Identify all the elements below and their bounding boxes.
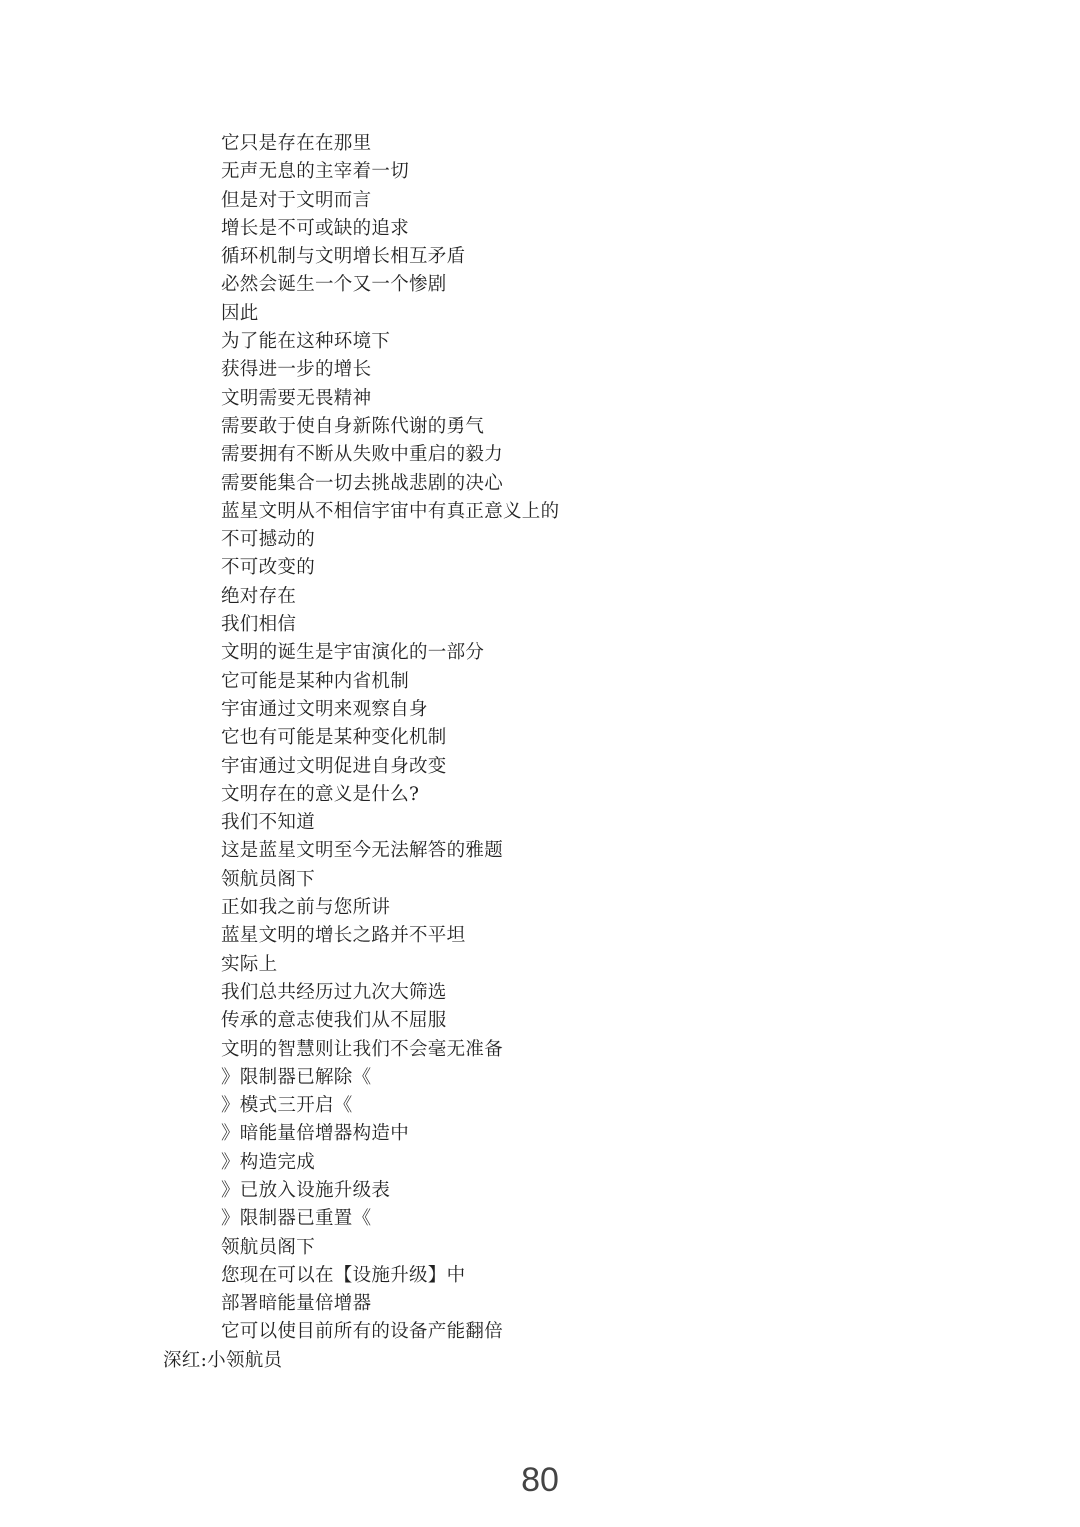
text-line: 蓝星文明的增长之路并不平坦	[221, 925, 466, 947]
text-line: 需要敢于使自身新陈代谢的勇气	[221, 415, 485, 437]
text-line: 宇宙通过文明来观察自身	[221, 698, 428, 720]
text-line: 但是对于文明而言	[221, 189, 372, 211]
text-line: 传承的意志使我们从不屈服	[221, 1010, 447, 1032]
text-line: 循环机制与文明增长相互矛盾	[221, 246, 466, 268]
text-line: 不可撼动的	[221, 529, 316, 551]
text-line: 增长是不可或缺的追求	[221, 217, 410, 239]
text-line: 文明的智慧则让我们不会毫无准备	[221, 1038, 504, 1060]
speaker-name: 深红:	[163, 1350, 208, 1371]
text-line: 领航员阁下	[221, 1236, 316, 1258]
text-line: 不可改变的	[221, 557, 316, 579]
text-line: 》限制器已重置《	[221, 1208, 372, 1230]
text-line: 》模式三开启《	[221, 1095, 353, 1117]
text-line: 无声无息的主宰着一切	[221, 161, 410, 183]
text-line: 获得进一步的增长	[221, 359, 372, 381]
text-line: 领航员阁下	[221, 868, 316, 890]
text-line: 因此	[221, 302, 259, 324]
text-line: 必然会诞生一个又一个惨剧	[221, 274, 447, 296]
page-number: 80	[521, 1461, 559, 1499]
text-line: 这是蓝星文明至今无法解答的雅题	[221, 840, 504, 862]
text-line: 它可能是某种内省机制	[221, 670, 410, 692]
text-line: 需要能集合一切去挑战悲剧的决心	[221, 472, 504, 494]
speaker-text: 小领航员	[207, 1350, 283, 1371]
speaker-line	[163, 1347, 282, 1375]
text-line: 我们相信	[221, 614, 297, 636]
text-line: 需要拥有不断从失败中重启的毅力	[221, 444, 504, 466]
text-line: 它可以使目前所有的设备产能翻倍	[221, 1321, 504, 1343]
text-line: 绝对存在	[221, 585, 297, 607]
text-line: 宇宙通过文明促进自身改变	[221, 755, 447, 777]
text-line: 》构造完成	[221, 1151, 316, 1173]
text-line: 》已放入设施升级表	[221, 1179, 391, 1201]
text-line: 》限制器已解除《	[221, 1066, 372, 1088]
text-line: 文明需要无畏精神	[221, 387, 372, 409]
text-line: 》暗能量倍增器构造中	[221, 1123, 410, 1145]
text-line: 它也有可能是某种变化机制	[221, 727, 447, 749]
text-line: 部署暗能量倍增器	[221, 1293, 372, 1315]
dialogue-text-block	[221, 130, 559, 1347]
text-line: 正如我之前与您所讲	[221, 897, 391, 919]
text-line: 文明的诞生是宇宙演化的一部分	[221, 642, 485, 664]
text-line: 我们总共经历过九次大筛选	[221, 981, 447, 1003]
text-line: 为了能在这种环境下	[221, 331, 391, 353]
text-line: 实际上	[221, 953, 278, 975]
text-line: 您现在可以在【设施升级】中	[221, 1264, 466, 1286]
text-line: 蓝星文明从不相信宇宙中有真正意义上的	[221, 500, 560, 522]
text-line: 文明存在的意义是什么?	[221, 783, 420, 805]
text-line: 我们不知道	[221, 812, 316, 834]
text-line: 它只是存在在那里	[221, 133, 372, 154]
